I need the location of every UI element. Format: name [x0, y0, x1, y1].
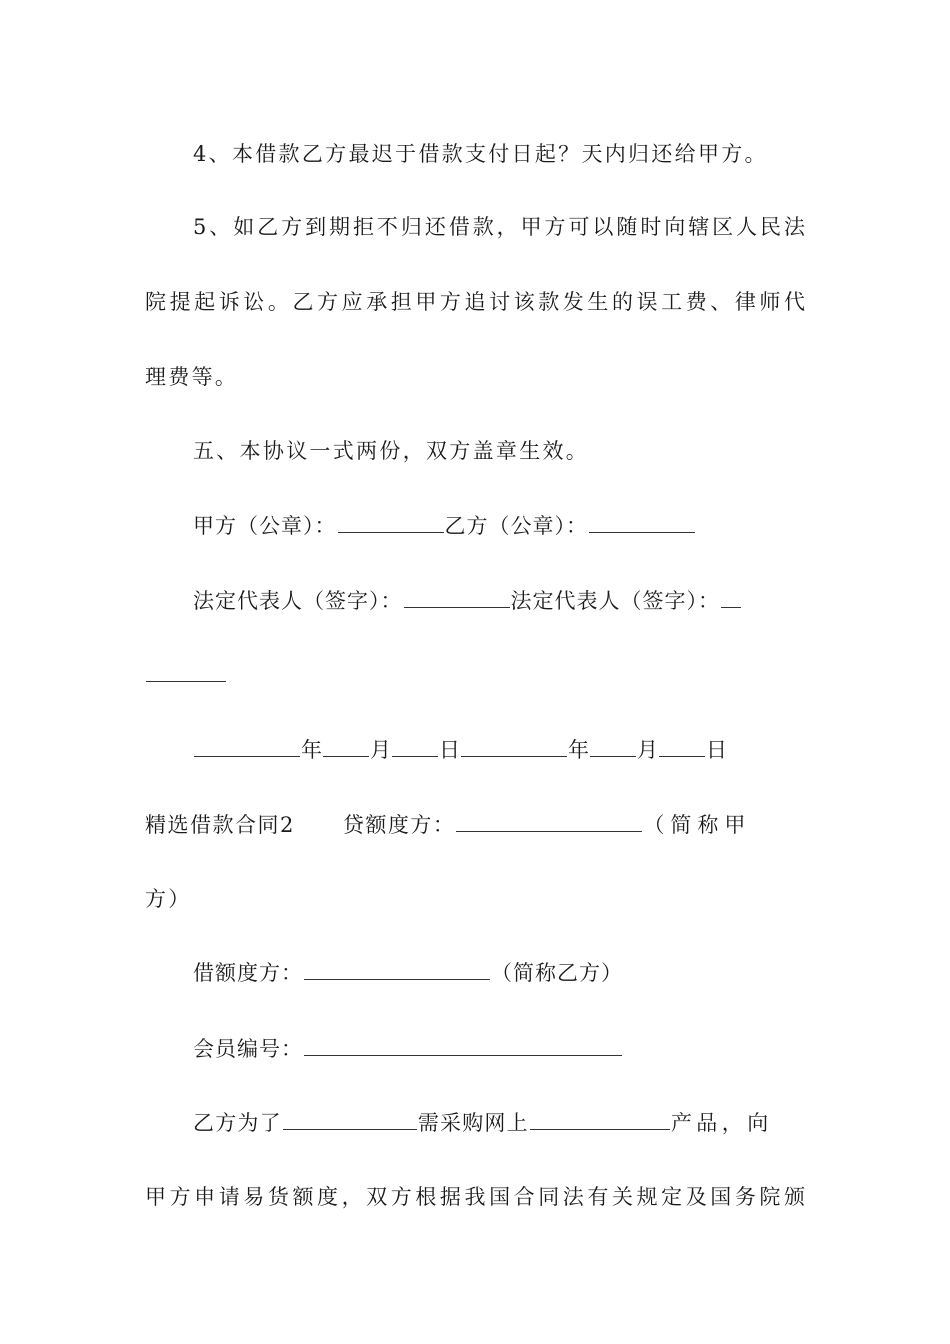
date-a-month: 月 — [370, 738, 391, 762]
clause-5-line-3 — [145, 362, 805, 392]
date-a-day-blank — [392, 738, 438, 757]
member-blank — [304, 1037, 622, 1056]
clause-4-text: 4、本借款乙方最迟于借款支付日起？天内归还给甲方。 — [193, 142, 768, 166]
party-b-rep-blank-end — [146, 663, 226, 682]
borrower-line — [145, 958, 805, 988]
party-a-rep-blank — [404, 589, 510, 608]
representative-line — [145, 586, 805, 616]
lender-label: 贷额度方： — [342, 813, 456, 837]
borrower-label: 借额度方： — [193, 961, 303, 985]
date-a-year-blank — [194, 738, 300, 757]
clause-5-line-3-text: 理费等。 — [145, 365, 239, 389]
purpose-line-2: 甲方申请易货额度，双方根据我国合同法有关规定及国务院颁 — [145, 1185, 805, 1209]
contract-2-title: 精选借款合同2 — [145, 813, 295, 837]
party-a-rep-label: 法定代表人（签字）： — [193, 589, 403, 613]
date-b-day-blank — [659, 738, 705, 757]
party-a-seal-label: 甲方（公章）： — [193, 514, 337, 538]
party-a-seal-blank — [338, 514, 444, 533]
party-b-seal-label: 乙方（公章）： — [444, 514, 588, 538]
date-a-year: 年 — [301, 738, 322, 762]
date-b-year-blank — [461, 738, 567, 757]
purpose-c: 产品，向 — [670, 1111, 773, 1135]
lender-abbr-cont: 方） — [145, 887, 192, 911]
date-a-month-blank — [323, 738, 369, 757]
contract-2-header-cont — [145, 884, 805, 914]
member-label: 会员编号： — [193, 1037, 303, 1061]
clause-4 — [145, 139, 805, 169]
clause-5-line-2: 院提起诉讼。乙方应承担甲方追讨该款发生的误工费、律师代 — [145, 290, 805, 314]
article-5-text: 五、本协议一式两份，双方盖章生效。 — [193, 439, 590, 463]
date-b-month-blank — [590, 738, 636, 757]
party-b-rep-blank-start — [721, 589, 741, 608]
borrower-blank — [304, 961, 490, 980]
date-a-day: 日 — [439, 738, 460, 762]
party-b-seal-blank — [589, 514, 695, 533]
lender-abbr: （简称甲 — [643, 813, 752, 837]
contract-2-header — [145, 810, 805, 840]
member-line — [145, 1034, 805, 1064]
party-b-rep-label: 法定代表人（签字）： — [510, 589, 720, 613]
clause-5-line-1: 5、如乙方到期拒不归还借款，甲方可以随时向辖区人民法 — [193, 215, 805, 239]
representative-line-cont — [145, 660, 805, 690]
purpose-blank-2 — [530, 1111, 670, 1130]
borrower-abbr: （简称乙方） — [491, 961, 623, 985]
purpose-blank-1 — [283, 1111, 417, 1130]
article-5 — [145, 436, 805, 466]
lender-blank — [456, 813, 642, 832]
date-b-year: 年 — [568, 738, 589, 762]
date-b-month: 月 — [637, 738, 658, 762]
purpose-b: 需采购网上 — [417, 1111, 529, 1135]
seal-line — [145, 511, 805, 541]
purpose-a: 乙方为了 — [193, 1111, 282, 1135]
date-b-day: 日 — [706, 738, 727, 762]
date-line — [145, 735, 805, 765]
purpose-line-1 — [145, 1108, 805, 1138]
